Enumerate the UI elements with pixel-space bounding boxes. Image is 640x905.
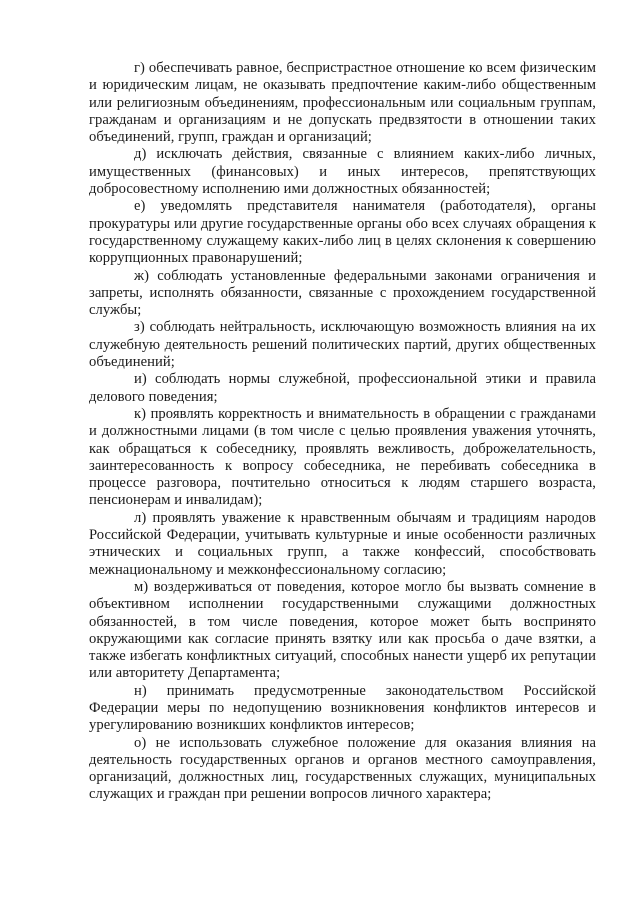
paragraph-l: л) проявлять уважение к нравственным обычаям и традициям народов Российской Федерации, учитывать культурные и иные особенности различных этнических и социальных групп, а также конфессий, способствовать межнациональному и межконфессиональному согласию; — [89, 509, 596, 578]
paragraph-n: н) принимать предусмотренные законодательством Российской Федерации меры по недопущению возникновения конфликтов интересов и урегулированию возникших конфликтов интересов; — [89, 682, 596, 734]
paragraph-i: и) соблюдать нормы служебной, профессиональной этики и правила делового поведения; — [89, 371, 596, 405]
paragraph-m: м) воздерживаться от поведения, которое могло бы вызвать сомнение в объективном исполнении государственными служащими должностных обязанностей, в том числе поведения, которое может быть воспринято окружающими как согласие принять взятку или как просьба о даче взятки, а также избегать конфликтных ситуаций, способных нанести ущерб их репутации или авторитету Департамента; — [89, 578, 596, 682]
paragraph-zh: ж) соблюдать установленные федеральными законами ограничения и запреты, исполнять обязанности, связанные с прохождением государственной службы; — [89, 267, 596, 319]
paragraph-z: з) соблюдать нейтральность, исключающую возможность влияния на их служебную деятельность решений политических партий, других общественных объединений; — [89, 319, 596, 371]
document-body — [89, 60, 596, 804]
paragraph-e: е) уведомлять представителя нанимателя (работодателя), органы прокуратуры или другие государственные органы обо всех случаях обращения к государственному служащему каких-либо лиц в целях склонения к совершению коррупционных правонарушений; — [89, 198, 596, 267]
paragraph-d: д) исключать действия, связанные с влиянием каких-либо личных, имущественных (финансовых) и иных интересов, препятствующих добросовестному исполнению ими должностных обязанностей; — [89, 146, 596, 198]
paragraph-k: к) проявлять корректность и внимательность в обращении с гражданами и должностными лицами (в том числе с целью проявления уважения уточнять, как обращаться к собеседнику, проявлять вежливость, доброжелательность, заинтересованность к вопросу собеседника, не перебивать собеседника в процессе разговора, почтительно относиться к людям старшего возраста, пенсионерам и инвалидам); — [89, 405, 596, 509]
paragraph-o: о) не использовать служебное положение для оказания влияния на деятельность государственных органов и органов местного самоуправления, организаций, должностных лиц, государственных служащих, муниципальных служащих и граждан при решении вопросов личного характера; — [89, 734, 596, 803]
paragraph-g: г) обеспечивать равное, беспристрастное отношение ко всем физическим и юридическим лицам, не оказывать предпочтение каким-либо общественным или религиозным объединениям, профессиональным или социальным группам, гражданам и организациям и не допускать предвзятости в отношении таких объединений, групп, граждан и организаций; — [89, 60, 596, 146]
